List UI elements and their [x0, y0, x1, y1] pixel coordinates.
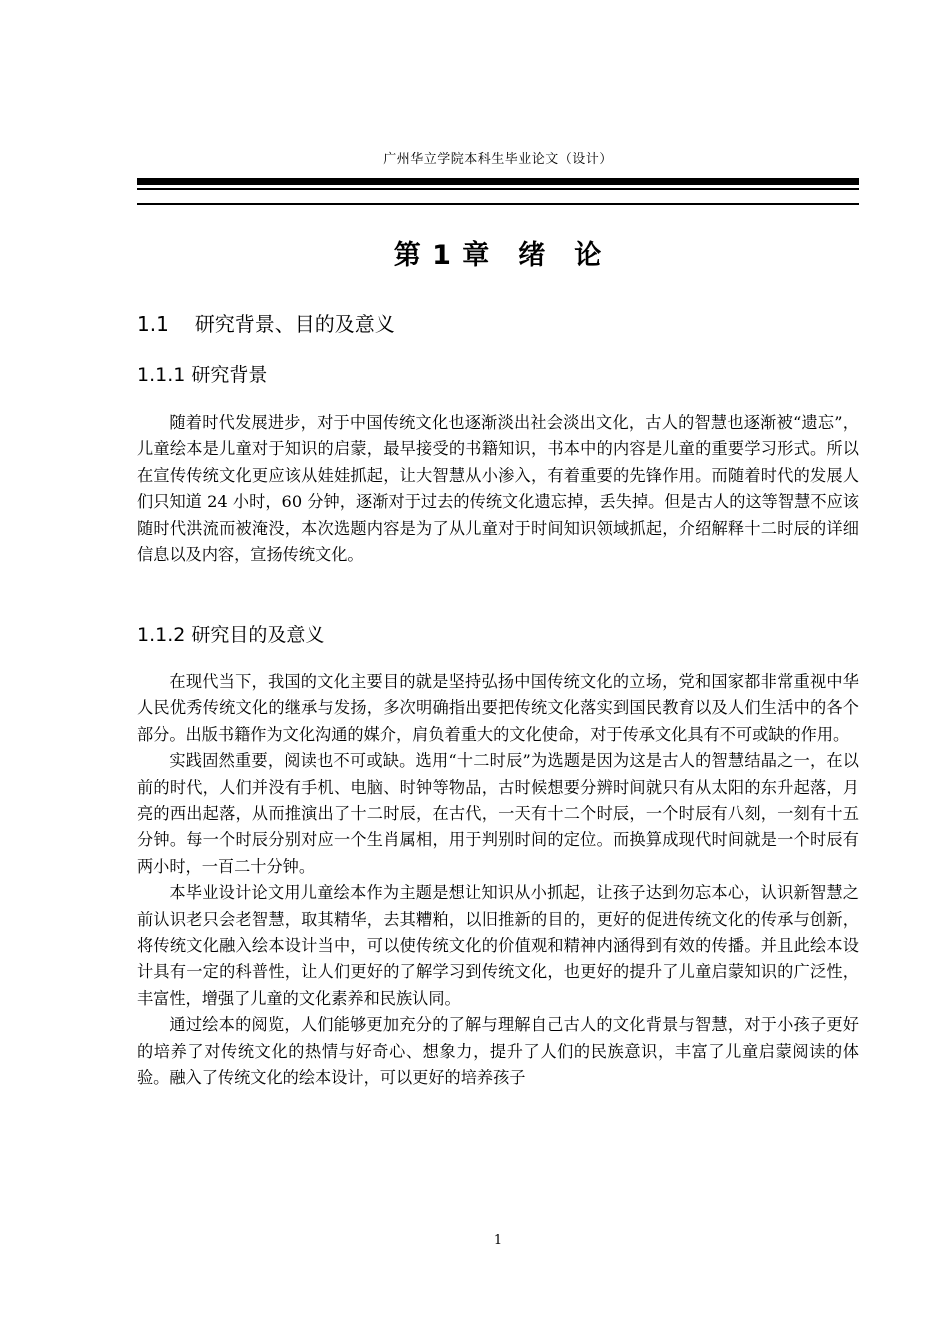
running-header: 广州华立学院本科生毕业论文（设计） — [383, 152, 613, 167]
section-heading — [137, 309, 395, 339]
chapter-title: 第 1 章 绪 论 — [393, 240, 603, 271]
header-rule-thick — [137, 178, 859, 185]
header-rule-thin — [137, 188, 859, 190]
purpose-body — [137, 669, 859, 1092]
section-number: 1.1 — [137, 312, 169, 336]
background-body — [137, 410, 859, 568]
paragraph: 实践固然重要，阅读也不可或缺。选用“十二时辰”为选题是因为这是古人的智慧结晶之一，在以前的时代，人们并没有手机、电脑、时钟等物品，古时候想要分辨时间就只有从太阳的东升起落，月亮的西出起落，从而推演出了十二时辰，在古代，一天有十二个时辰，一个时辰有八刻，一刻有十五分钟。每一个时辰分别对应一个生肖属相，用于判别时间的定位。而换算成现代时间就是一个时辰有两小时，一百二十分钟。 — [137, 751, 859, 876]
paragraph: 通过绘本的阅览，人们能够更加充分的了解与理解自己古人的文化背景与智慧，对于小孩子更好的培养了对传统文化的热情与好奇心、想象力，提升了人们的民族意识，丰富了儿童启蒙阅读的体验。融入了传统文化的绘本设计，可以更好的培养孩子 — [137, 1015, 859, 1088]
paragraph: 随着时代发展进步，对于中国传统文化也逐渐淡出社会淡出文化，古人的智慧也逐渐被“遗忘”，儿童绘本是儿童对于知识的启蒙，最早接受的书籍知识，书本中的内容是儿童的重要学习形式。所以在宣传传统文化更应该从娃娃抓起，让大智慧从小渗入，有着重要的先锋作用。而随着时代的发展人们只知道 24 小时，60 分钟，逐渐对于过去的传统文化遗忘掉，丢失掉。但是古人的这等智慧不应该随时代洪流而被淹没，本次选题内容是为了从儿童对于时间知识领域抓起，介绍解释十二时辰的详细信息以及内容，宣扬传统文化。 — [137, 413, 859, 565]
paragraph: 本毕业设计论文用儿童绘本作为主题是想让知识从小抓起，让孩子达到勿忘本心，认识新智慧之前认识老只会老智慧，取其精华，去其糟粕，以旧推新的目的，更好的促进传统文化的传承与创新，将传统文化融入绘本设计当中，可以使传统文化的价值观和精神内涵得到有效的传播。并且此绘本设计具有一定的科普性，让人们更好的了解学习到传统文化，也更好的提升了儿童启蒙知识的广泛性，丰富性，增强了儿童的文化素养和民族认同。 — [137, 883, 859, 1008]
section-title: 研究背景、目的及意义 — [194, 312, 395, 336]
paragraph: 在现代当下，我国的文化主要目的就是坚持弘扬中国传统文化的立场，党和国家都非常重视中华人民优秀传统文化的继承与发扬，多次明确指出要把传统文化落实到国民教育以及人们生活中的各个部分。出版书籍作为文化沟通的媒介，肩负着重大的文化使命，对于传承文化具有不可或缺的作用。 — [137, 672, 859, 744]
subsection-heading-background: 1.1.1 研究背景 — [137, 364, 268, 386]
header-rule-lower — [137, 203, 859, 205]
subsection-heading-purpose: 1.1.2 研究目的及意义 — [137, 624, 325, 646]
page-number: 1 — [493, 1233, 503, 1248]
